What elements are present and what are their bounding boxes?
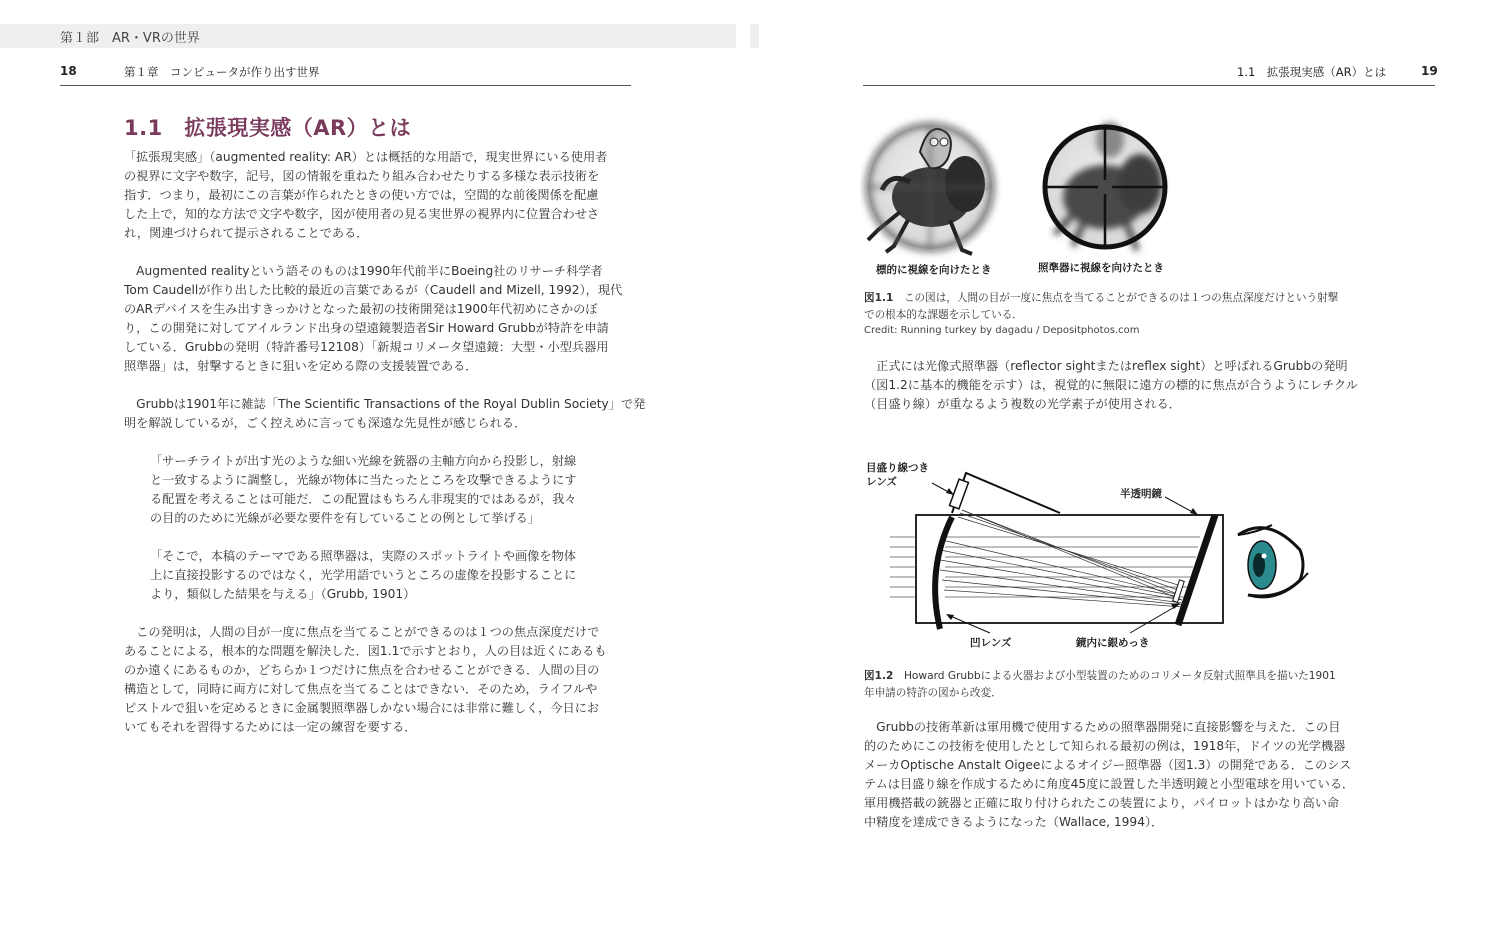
right-page-number: 19 <box>1421 64 1438 78</box>
text-line: この発明は，人間の目が一度に焦点を当てることができるのは１つの焦点深度だけで <box>124 625 600 639</box>
label-concave-lens: 凹レンズ <box>970 637 1012 649</box>
text-line: より，類似した結果を与える」（Grubb, 1901） <box>150 586 416 601</box>
figure-number: 図1.1 <box>864 292 894 304</box>
figure-1-2-diagram <box>860 455 1320 655</box>
text-line: 「そこで，本稿のテーマである照準器は，実際のスポットライトや画像を物体 <box>150 549 576 563</box>
text-line: 中精度を達成できるようになった（Wallace, 1994）． <box>864 814 1164 829</box>
eye-icon <box>1238 525 1308 597</box>
caption-line: この図は，人間の目が一度に焦点を当てることができるのは１つの焦点深度だけという射撃 <box>903 292 1339 304</box>
converging-rays <box>940 510 1184 607</box>
text-line: いてもそれを習得するためには一定の練習を要する． <box>124 719 417 734</box>
label-line: レンズ <box>866 476 897 488</box>
right-paragraph-1 <box>864 357 1358 414</box>
right-section-title: 1.1 拡張現実感（AR）とは <box>1237 65 1387 79</box>
figure-1-1-caption <box>864 290 1338 323</box>
text-line: している．Grubbの発明（特許番号12108）「新規コリメータ望遠鏡：大型・小型兵器用 <box>124 339 609 354</box>
block-quote-2 <box>150 547 576 604</box>
text-line: 的のためにこの技術を使用したとして知られる最初の例は，1918年，ドイツの光学機器 <box>864 738 1346 753</box>
text-line: Grubbの技術革新は軍用機で使用するための照準器開発に直接影響を与えた．この目 <box>864 720 1341 734</box>
text-line: 上に直接投影するのではなく，光学用語でいうところの虚像を投影することに <box>150 567 577 582</box>
figure-1-1-label-right: 照準器に視線を向けたとき <box>1038 262 1164 274</box>
left-chapter-title: 第１章 コンピュータが作り出す世界 <box>124 65 320 79</box>
text-line: と一致するように調整し，光線が物体に当たったところを攻撃できるようにす <box>150 472 577 487</box>
text-line: 明を解説しているが，ごく控えめに言っても深遠な先見性が感じられる． <box>124 415 527 430</box>
left-paragraph-1 <box>124 148 607 243</box>
part-title: 第１部 AR・VRの世界 <box>60 31 200 46</box>
text-line: ピストルで狙いを定めるときに金属製照準器しかない場合には非常に難しく，今日にお <box>124 700 600 715</box>
left-paragraph-2 <box>124 262 622 375</box>
label-reticle-lens <box>866 461 929 489</box>
text-line: Tom Caudellが作り出した比較的最近の言葉であるが（Caudell and Mizell, 1992），現代 <box>124 282 623 297</box>
label-line: 目盛り線つき <box>866 462 929 474</box>
text-line: り，この開発に対してアイルランド出身の望遠鏡製造者Sir Howard Grubbが特許を申請 <box>124 320 609 335</box>
label-silvered: 鏡内に銀めっき <box>1076 637 1150 649</box>
caption-line: 年申請の特許の図から改変． <box>864 686 1002 699</box>
text-line: 構造として，同時に両方に対して焦点を当てることはできない．そのため，ライフルや <box>124 681 598 696</box>
text-line: 正式には光像式照準器（reflector sightまたはreflex sight）と呼ばれるGrubbの発明 <box>864 359 1348 373</box>
left-page-number: 18 <box>60 64 77 78</box>
text-line: 「拡張現実感」（augmented reality: AR）とは概括的な用語で，現実世界にいる使用者 <box>124 150 608 164</box>
part-band-tab <box>750 24 759 48</box>
left-paragraph-4 <box>124 623 607 736</box>
figure-number: 図1.2 <box>864 670 894 682</box>
left-paragraph-3 <box>124 395 645 433</box>
left-header-rule <box>60 85 631 86</box>
text-line: （図1.2に基本的機能を示す）は，視覚的に無限に遠方の標的に焦点が合うようにレチクル <box>864 377 1358 392</box>
text-line: Augmented realityという語そのものは1990年代前半にBoeing社のリサーチ科学者 <box>124 264 603 278</box>
text-line: 指す．つまり，最初にこの言葉が作られたときの使い方では，空間的な前後関係を配慮 <box>124 187 599 202</box>
silvered-spot <box>1173 580 1185 602</box>
text-line: 軍用機搭載の銃器と正確に取り付けられたこの装置により，パイロットはかなり高い命 <box>864 795 1340 810</box>
text-line: （目盛り線）が重なるよう複数の光学素子が使用される． <box>864 396 1181 411</box>
text-line: 「サーチライトが出す光のような細い光線を銃器の主軸方向から投影し，射線 <box>150 454 577 468</box>
text-line: の目的のために光線が必要な要件を有していることの例として挙げる」 <box>150 510 540 525</box>
right-paragraph-2 <box>864 718 1354 831</box>
text-line: Grubbは1901年に雑誌「The Scientific Transactions of the Royal Dublin Society」で発 <box>124 397 646 411</box>
text-line: テムは目盛り線を作成するために角度45度に設置した半透明鏡と小型電球を用いている． <box>864 776 1355 791</box>
turkey-in-focus-image <box>868 125 992 254</box>
figure-1-1-label-left: 標的に視線を向けたとき <box>876 264 992 276</box>
caption-line: Howard Grubbによる火器および小型装置のためのコリメータ反射式照準具を描いた1901 <box>903 670 1336 682</box>
sight-in-focus-image <box>1043 122 1167 250</box>
blurred-crosshair <box>868 125 992 249</box>
text-line: した上で，知的な方法で文字や数字，図が使用者の見る実世界の視界内に位置合わせさ <box>124 206 600 221</box>
reticle-housing <box>952 473 1060 513</box>
text-line: のARデバイスを生み出すきっかけとなった最初の技術開発は1900年代初めにさかのぼ <box>124 301 598 316</box>
text-line: れ，関連づけられて提示されることである． <box>124 225 369 240</box>
text-line: る配置を考えることは可能だ．この配置はもちろん非現実的ではあるが，我々 <box>150 491 577 506</box>
text-line: メーカOptische Anstalt Oigeeによるオイジー照準器（図1.3）の開発である．このシス <box>864 757 1352 772</box>
figure-1-1-illustration <box>860 112 1190 262</box>
figure-1-1-credit: Credit: Running turkey by dagadu / Depositphotos.com <box>864 325 1140 336</box>
section-title: 1.1 拡張現実感（AR）とは <box>124 116 412 140</box>
right-header-rule <box>863 85 1435 86</box>
half-mirror <box>1178 515 1215 625</box>
concave-leader <box>948 615 990 633</box>
silvered-leader <box>1130 605 1178 633</box>
figure-1-2-caption <box>864 668 1336 701</box>
text-line: の視界に文字や数字，記号，図の情報を重ねたり組み合わせたりする多様な表示技術を <box>124 168 600 183</box>
text-line: 照準器」は，射撃するときに狙いを定める際の支援装置である． <box>124 358 478 373</box>
text-line: あることによる，根本的な問題を解決した．図1.1で示すとおり，人の目は近くにあるも <box>124 643 607 658</box>
concave-lens <box>935 517 952 629</box>
caption-line: での根本的な課題を示している． <box>864 308 1023 321</box>
block-quote-1 <box>150 452 577 528</box>
label-half-mirror: 半透明鏡 <box>1120 488 1162 500</box>
text-line: のか遠くにあるものか，どちらか１つだけに焦点を合わせることができる．人間の目の <box>124 662 600 677</box>
